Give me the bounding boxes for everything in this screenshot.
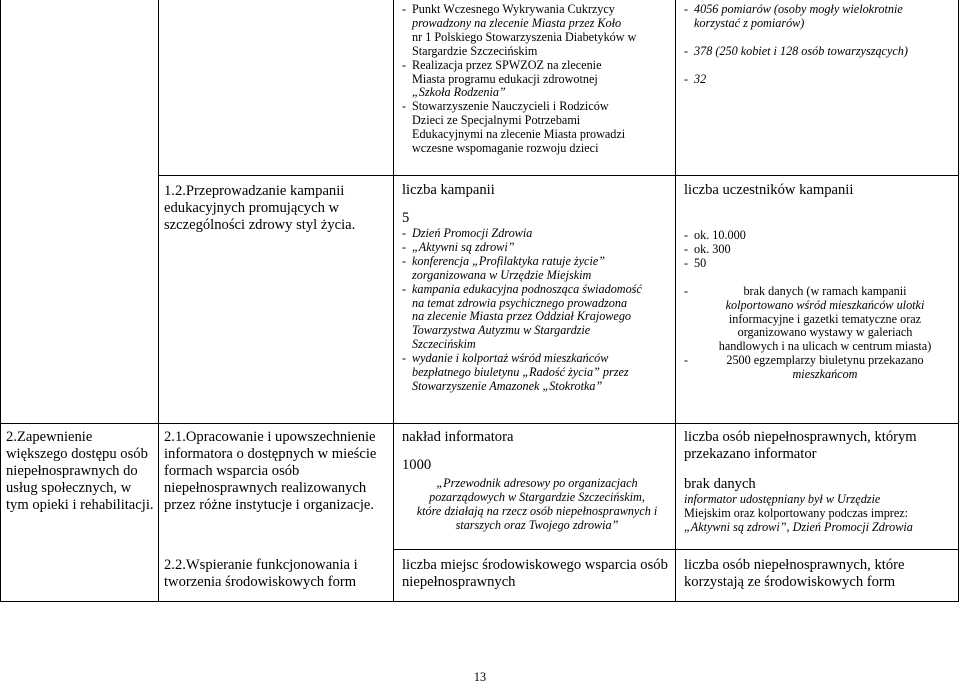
list-item <box>402 128 672 142</box>
list-item <box>684 340 956 354</box>
table-line <box>393 0 394 602</box>
list-text: nr 1 Polskiego Stowarzyszenia Diabetyków w <box>412 29 637 44</box>
indicator-header: liczba kampanii <box>402 182 495 198</box>
list-item <box>402 324 672 338</box>
actions-list <box>402 3 672 156</box>
goal-text: 2.Zapewnienie większego dostępu osób niepełnosprawnych do usług społecznych, w tym opieki i rehabilitacji. <box>6 429 154 513</box>
list-dash <box>402 114 412 128</box>
list-text: Punkt Wczesnego Wykrywania Cukrzycy <box>412 2 615 16</box>
description-line: „Przewodnik adresowy po organizacjach <box>436 476 638 490</box>
list-item <box>684 368 956 382</box>
list-text: konferencja „Profilaktyka ratuje życie” <box>412 253 606 268</box>
list-dash: - <box>402 99 407 114</box>
list-item <box>684 3 956 17</box>
recipients-header: liczba osób niepełnosprawnych, którym przekazano informator <box>684 429 917 462</box>
list-text: Stowarzyszenie Amazonek „Stokrotka” <box>412 378 603 393</box>
list-text: kolportowano wśród mieszkańców ulotki <box>725 297 925 312</box>
list-item <box>684 31 956 45</box>
list-text: Stargardzie Szczecińskim <box>412 43 538 58</box>
list-text: mieszkańcom <box>792 367 858 382</box>
recipients-cell <box>684 429 956 535</box>
task-text: 2.2.Wspieranie funkcjonowania i tworzenia środowiskowych form <box>164 557 358 590</box>
list-dash <box>684 271 694 285</box>
list-dash: - <box>684 228 689 242</box>
list-dash <box>402 45 412 59</box>
list-item <box>684 326 956 340</box>
list-text: wydanie i kolportaż wśród mieszkańców <box>412 351 609 366</box>
list-text <box>694 31 956 45</box>
list-dash <box>684 299 694 313</box>
table-line <box>958 0 959 602</box>
table-line <box>0 0 1 602</box>
list-dash <box>402 310 412 324</box>
list-text: prowadzony na zlecenie Miasta przez Koło <box>412 15 622 30</box>
list-dash <box>402 297 412 311</box>
table-line <box>675 0 676 602</box>
list-dash: - <box>684 353 689 368</box>
list-text: brak danych (w ramach kampanii <box>743 283 907 298</box>
list-dash: - <box>402 57 407 72</box>
list-item <box>402 227 672 241</box>
indicator-value: 1000 <box>402 457 432 473</box>
distribution-line: „Aktywni są zdrowi”, Dzień Promocji Zdrowia <box>684 519 913 534</box>
list-dash <box>684 59 694 73</box>
list-text: kampania edukacyjna podnosząca świadomość <box>412 281 642 296</box>
list-dash <box>684 31 694 45</box>
list-dash: - <box>684 2 689 16</box>
indicator-value: 5 <box>402 210 410 226</box>
list-text: Dzień Promocji Zdrowia <box>412 226 533 240</box>
list-text: 32 <box>694 71 707 86</box>
list-item <box>402 297 672 311</box>
list-dash <box>402 324 412 338</box>
list-dash <box>402 338 412 352</box>
measurements-list <box>684 3 956 87</box>
list-dash: - <box>402 226 407 240</box>
goal-2 <box>6 429 156 514</box>
list-item <box>684 285 956 299</box>
list-item <box>402 366 672 380</box>
list-dash: - <box>402 2 407 16</box>
list-text: ok. 300 <box>694 241 731 256</box>
list-text: Szczecińskim <box>412 337 476 352</box>
list-text: 2500 egzemplarzy biuletynu przekazano <box>726 353 924 368</box>
list-item <box>402 352 672 366</box>
list-dash: - <box>402 281 407 296</box>
description-line: pozarządowych w Stargardzie Szczecińskim, <box>429 489 645 504</box>
list-item <box>684 229 956 243</box>
list-dash <box>402 128 412 142</box>
list-text: „Aktywni są zdrowi” <box>412 239 515 254</box>
list-text: Realizacja przez SPWZOZ na zlecenie <box>412 57 602 72</box>
list-item <box>684 271 956 285</box>
list-item <box>402 142 672 156</box>
list-text: handlowych i na ulicach w centrum miasta) <box>718 339 932 354</box>
list-dash <box>402 142 412 156</box>
list-text: Stowarzyszenie Nauczycieli i Rodziców <box>412 99 609 114</box>
list-item <box>684 45 956 59</box>
list-dash <box>402 366 412 380</box>
list-text: Edukacyjnymi na zlecenie Miasta prowadzi <box>412 127 626 142</box>
list-dash: - <box>402 253 407 268</box>
list-item <box>402 241 672 255</box>
list-item <box>684 299 956 313</box>
list-text: zorganizowana w Urzędzie Miejskim <box>412 267 592 282</box>
list-dash: - <box>402 351 407 366</box>
list-item <box>402 73 672 87</box>
list-item <box>402 114 672 128</box>
description-line: starszych oraz Twojego zdrowia” <box>455 517 619 532</box>
list-text: informacyjne i gazetki tematyczne oraz <box>728 311 922 326</box>
list-item <box>402 338 672 352</box>
task-text: 1.2.Przeprowadzanie kampanii edukacyjnych promujących w szczególności zdrowy styl życia. <box>164 183 356 233</box>
list-dash <box>402 31 412 45</box>
list-dash <box>684 368 694 382</box>
list-dash: - <box>684 283 689 298</box>
list-item <box>402 255 672 269</box>
list-dash <box>684 326 694 340</box>
page-number: 13 <box>473 670 487 684</box>
list-dash: - <box>402 239 407 254</box>
list-text: na temat zdrowia psychicznego prowadzona <box>412 295 628 310</box>
list-dash <box>402 269 412 283</box>
list-text: „Szkoła Rodzenia” <box>412 85 506 100</box>
list-text <box>694 271 956 285</box>
list-item <box>684 73 956 87</box>
list-text: organizowano wystawy w galeriach <box>737 325 913 340</box>
participants-cell <box>684 182 956 382</box>
list-dash: - <box>684 255 689 270</box>
list-item <box>684 354 956 368</box>
list-item <box>402 310 672 324</box>
list-item <box>402 380 672 394</box>
no-data-label: brak danych <box>684 476 756 492</box>
table-line <box>158 175 959 176</box>
list-item <box>402 86 672 100</box>
indicator-header: liczba miejsc środowiskowego wsparcia osób niepełnosprawnych <box>402 557 668 590</box>
list-dash <box>684 17 694 31</box>
list-text: Towarzystwa Autyzmu w Stargardzie <box>412 323 591 338</box>
list-item <box>402 283 672 297</box>
table-line <box>393 549 959 550</box>
list-text: 378 (250 kobiet i 128 osób towarzyszących) <box>694 43 908 58</box>
list-dash: - <box>684 71 689 86</box>
list-item <box>402 269 672 283</box>
table-line <box>158 0 159 602</box>
list-text: Miasta programu edukacji zdrowotnej <box>412 71 598 86</box>
list-item <box>684 257 956 271</box>
list-text: Dzieci ze Specjalnymi Potrzebami <box>412 113 581 128</box>
list-item <box>402 45 672 59</box>
list-dash <box>402 73 412 87</box>
list-item <box>402 31 672 45</box>
campaigns-cell <box>402 182 672 394</box>
list-item <box>684 59 956 73</box>
task-1-2 <box>164 183 389 234</box>
indicator-header: nakład informatora <box>402 429 514 445</box>
list-item <box>684 243 956 257</box>
informator-cell <box>402 429 672 533</box>
list-item <box>402 59 672 73</box>
list-dash <box>684 313 694 327</box>
list-text <box>694 59 956 73</box>
distribution-line: Miejskim oraz kolportowany podczas imprez: <box>684 505 909 520</box>
list-text: na zlecenie Miasta przez Oddział Krajowego <box>412 309 632 324</box>
list-text: korzystać z pomiarów) <box>694 15 805 30</box>
task-2-1 <box>164 429 390 514</box>
support-users-cell <box>684 557 956 591</box>
table-line <box>0 601 959 602</box>
list-dash <box>402 17 412 31</box>
list-text: wczesne wspomaganie rozwoju dzieci <box>412 141 599 156</box>
list-item <box>402 3 672 17</box>
indicator-header: liczba osób niepełnosprawnych, które korzystają ze środowiskowych form <box>684 557 905 590</box>
distribution-line: informator udostępniany był w Urzędzie <box>684 492 881 506</box>
list-item <box>402 100 672 114</box>
list-text: 50 <box>694 255 707 270</box>
list-item <box>402 17 672 31</box>
list-dash <box>684 340 694 354</box>
list-item <box>684 313 956 327</box>
list-dash <box>402 380 412 394</box>
description-line: które działają na rzecz osób niepełnosprawnych i <box>416 503 658 518</box>
list-text: 4056 pomiarów (osoby mogły wielokrotnie <box>694 2 903 16</box>
participants-header: liczba uczestników kampanii <box>684 182 854 198</box>
list-item <box>684 17 956 31</box>
task-2-2 <box>164 557 390 591</box>
support-places-cell <box>402 557 672 591</box>
list-dash <box>402 86 412 100</box>
list-dash: - <box>684 43 689 58</box>
list-dash: - <box>684 241 689 256</box>
list-text: bezpłatnego biuletynu „Radość życia” przez <box>412 365 629 380</box>
task-text: 2.1.Opracowanie i upowszechnienie informatora o dostępnych w mieście formach wsparcia osób niepełnosprawnych realizowanych przez różne instytucje i organizacje. <box>164 429 377 513</box>
list-text: ok. 10.000 <box>694 228 746 242</box>
table-line <box>0 423 959 424</box>
